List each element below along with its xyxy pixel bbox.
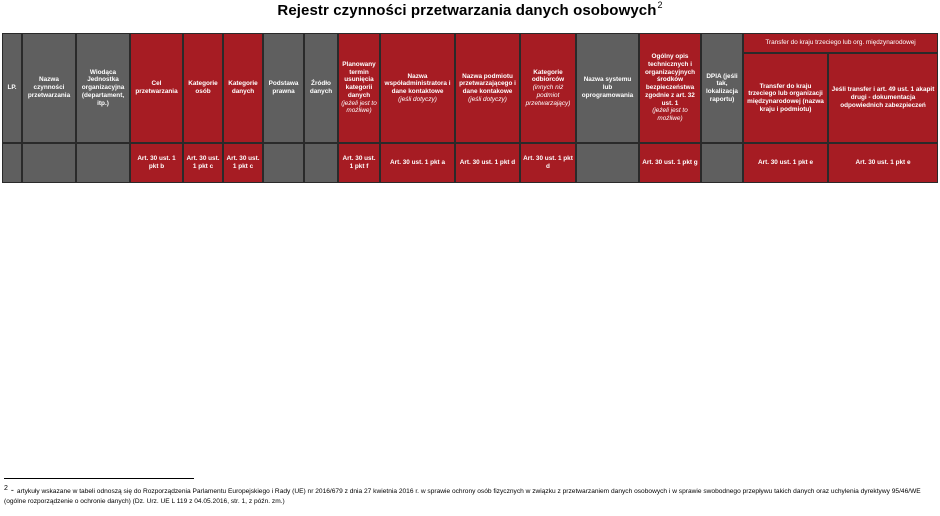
- data-cell: [380, 143, 455, 183]
- group-header-label: Transfer do kraju trzeciego lub org. międzynarodowej: [765, 39, 916, 47]
- column-header: [338, 33, 380, 143]
- column-header: [701, 33, 743, 143]
- column-header-content: [79, 69, 127, 107]
- document-title: [0, 2, 940, 19]
- column-header-note: (jeżeli jest to możliwe): [341, 99, 377, 115]
- column-header: [639, 33, 701, 143]
- column-header-label: Nazwa współadministratora i dane kontaktowe: [384, 72, 451, 95]
- article-reference: Art. 30 ust. 1 pkt e: [757, 159, 814, 167]
- column-header: [520, 33, 576, 143]
- column-header-content: [307, 80, 335, 95]
- data-cell: [22, 143, 76, 183]
- column-header: [743, 53, 828, 143]
- article-reference: Art. 30 ust. 1 pkt c: [226, 155, 260, 170]
- data-cell: [304, 143, 338, 183]
- column-header-content: [133, 80, 180, 95]
- column-header: [22, 33, 76, 143]
- register-table: [2, 33, 938, 183]
- column-header-content: [704, 73, 740, 104]
- column-header-content: [226, 80, 260, 95]
- column-header-content: [642, 53, 698, 122]
- column-header: [183, 33, 223, 143]
- data-cell: [223, 143, 263, 183]
- data-cell: [183, 143, 223, 183]
- data-cell: [76, 143, 130, 183]
- column-header: [76, 33, 130, 143]
- data-cell: [338, 143, 380, 183]
- column-header: [576, 33, 639, 143]
- column-header: [223, 33, 263, 143]
- column-header-content: [579, 76, 636, 99]
- data-cell: [743, 143, 828, 183]
- footnote-text: artykuły wskazane w tabeli odnoszą się do Rozporządzenia Parlamentu Europejskiego i Rady (UE) nr 2016/679 z dnia 27 kwietnia 2016 r. w sprawie ochrony osób fizycznych w związku z przetwarzaniem danych osobowych i w sprawie swobodnego przepływu takich danych oraz uchylenia dyrektywy 95/46/WE (ogólne rozporządzenie o ochronie danych) (Dz. Urz. UE L 119 z 04.05.2016, str. 1, z późn. zm.): [4, 488, 921, 506]
- column-header-content: [523, 69, 573, 107]
- data-cell: [130, 143, 183, 183]
- article-reference: Art. 30 ust. 1 pkt e: [855, 159, 911, 167]
- data-cell: [828, 143, 938, 183]
- article-reference: Art. 30 ust. 1 pkt f: [342, 155, 376, 170]
- column-header-label: Kategorie osób: [188, 80, 218, 95]
- article-reference: Art. 30 ust. 1 pkt d: [523, 155, 573, 170]
- column-header-note: (jeśli dotyczy): [398, 95, 437, 103]
- column-header: [380, 33, 455, 143]
- column-header-label: Kategorie odbiorców: [531, 68, 565, 84]
- column-header-note: (jeżeli jest to możliwe): [652, 107, 688, 122]
- column-header-label: Nazwa systemu lub oprogramowania: [581, 76, 634, 99]
- column-header-label: DPIA (jeśli tak, lokalizacja raportu): [706, 72, 738, 103]
- data-cell: [520, 143, 576, 183]
- column-header-content: [746, 83, 825, 114]
- column-header: [130, 33, 183, 143]
- column-header-content: [186, 80, 220, 95]
- article-reference: Art. 30 ust. 1 pkt g: [642, 159, 698, 167]
- column-header-label: Podstawa prawna: [268, 80, 299, 95]
- column-header-label: Źródło danych: [309, 80, 333, 95]
- column-header-note: (jeśli dotyczy): [468, 95, 507, 103]
- title-footnote-mark: 2: [657, 0, 663, 10]
- column-header-label: Planowany termin usunięcia kategorii danych: [342, 61, 376, 99]
- column-header: [2, 33, 22, 143]
- column-header-label: Kategorie danych: [228, 80, 258, 95]
- data-cell: [263, 143, 304, 183]
- article-reference: Art. 30 ust. 1 pkt a: [389, 159, 446, 167]
- article-reference: Art. 30 ust. 1 pkt d: [459, 159, 516, 167]
- data-cell: [2, 143, 22, 183]
- column-header-content: [831, 86, 935, 109]
- column-header-label: Ogólny opis technicznych i organizacyjnych środków bezpieczeństwa zgodnie z art. 32 ust. 1: [644, 53, 696, 107]
- data-cell: [701, 143, 743, 183]
- column-header-label: LP.: [7, 84, 17, 92]
- column-header-label: Wiodąca Jednostka organizacyjna (departament, itp.): [81, 68, 125, 107]
- title-text: Rejestr czynności przetwarzania danych osobowych: [277, 2, 657, 19]
- column-header-label: Nazwa podmiotu przetwarzającego i dane kontakowe: [459, 72, 516, 95]
- column-header-label: Jeśli transfer i art. 49 ust. 1 akapit drugi - dokumentacja odpowiednich zabezpieczeń: [831, 86, 935, 109]
- footnote-separator: [4, 478, 194, 479]
- data-cell: [639, 143, 701, 183]
- column-header-content: [383, 73, 452, 104]
- column-header-content: [341, 61, 377, 115]
- column-header-content: [25, 76, 73, 99]
- column-header-content: [266, 80, 301, 95]
- data-cell: [455, 143, 520, 183]
- footnote-dash: -: [10, 485, 14, 495]
- column-header-label: Transfer do kraju trzeciego lub organizacji międzynarodowej (nazwa kraju i podmiotu): [747, 82, 824, 113]
- column-header-content: [7, 84, 16, 92]
- data-cell: [576, 143, 639, 183]
- article-reference: Art. 30 ust. 1 pkt c: [186, 155, 220, 170]
- footnote: [4, 484, 938, 507]
- column-header-content: [458, 73, 517, 104]
- column-header-label: Cel przetwarzania: [135, 80, 178, 95]
- article-reference: Art. 30 ust. 1 pkt b: [137, 155, 176, 170]
- column-header: [828, 53, 938, 143]
- footnote-number: 2: [4, 485, 8, 492]
- column-header: [304, 33, 338, 143]
- column-header: [263, 33, 304, 143]
- column-header: [455, 33, 520, 143]
- column-header-note: (innych niż podmiot przetwarzający): [525, 84, 571, 107]
- group-header-transfer: [743, 33, 938, 53]
- column-header-label: Nazwa czynności przetwarzania: [27, 76, 71, 99]
